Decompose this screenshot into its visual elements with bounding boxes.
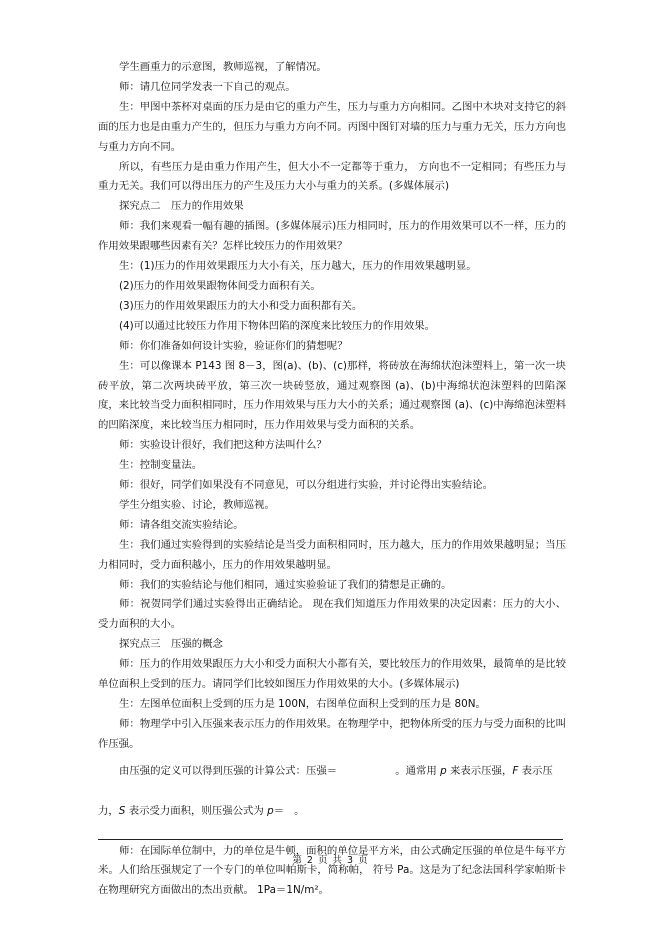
page-number: 第 2 页 共 3 页 [292,855,369,866]
paragraph: (3)压力的作用效果跟压力的大小和受力面积都有关。 [119,299,363,312]
formula-line-2-mid: 表示受力面积，则压强公式为 [125,804,268,817]
symbol-F: F [512,764,519,777]
paragraph-list [98,58,566,755]
paragraph: 生：可以像课本 P143 图 8－3，图(a)、(b)、(c)那样，将砖放在海绵状泡沫塑料上，第一次一块砖平放，第二次两块砖平放，第三次一块砖竖放，通过观察图 (a)、(b)中海绵状泡沫塑料的凹陷深度，来比较当受力面积相同时，压力作用效果与压力大小的关系；通过观察图 (a)、(c)中海绵泡沫塑料的凹陷深度，来比较当压力相同时，压力作用效果与受力面积的关系。 [98,359,566,432]
paragraph: (2)压力的作用效果跟物体间受力面积有关。 [119,279,321,292]
paragraph: 师：你们准备如何设计实验，验证你们的猜想呢？ [119,339,348,352]
paragraph: 师：祝贺同学们通过实验得出正确结论。 现在我们知道压力作用效果的决定因素：压力的大小、受力面积的大小。 [98,598,566,631]
paragraph: 师：请各组交流实验结论。 [119,518,244,531]
paragraph: 所以，有些压力是由重力作用产生，但大小不一定都等于重力， 方向也不一定相同；有些压力与重力无关。我们可以得出压力的产生及压力大小与重力的关系。(多媒体展示) [98,160,566,193]
formula-line-2-end: 。 [294,804,305,817]
paragraph: 师：请几位同学发表一下自己的观点。 [119,80,296,93]
paragraph: 生：甲图中茶杯对桌面的压力是由它的重力产生，压力与重力方向相同。乙图中木块对支持它的斜面的压力也是由重力产生的，但压力与重力方向不同。丙图中图钉对墙的压力与重力无关，压力方向也与重力方向不同。 [98,100,566,153]
formula-line-1 [98,762,566,782]
page-body [98,58,566,901]
paragraph: 生：(1)压力的作用效果跟压力大小有关，压力越大，压力的作用效果越明显。 [119,260,477,273]
footer-divider [98,839,563,840]
symbol-p: p [440,764,447,777]
paragraph: 探究点二 压力的作用效果 [119,200,244,213]
paragraph: (4)可以通过比较压力作用下物体凹陷的深度来比较压力的作用效果。 [119,319,436,332]
paragraph: 生：控制变量法。 [119,459,203,472]
last-paragraph: 师：在国际单位制中，力的单位是牛顿，面积的单位是平方米，由公式确定压强的单位是牛每平方米。人们给压强规定了一个专门的单位叫帕斯卡，简称帕， 符号 Pa。这是为了纪念法国科学家帕斯卡在物理研究方面做出的杰出贡献。 1Pa＝1N/m²。 [98,844,566,897]
paragraph: 师：很好，同学们如果没有不同意见，可以分组进行实验，并讨论得出实验结论。 [119,479,494,492]
paragraph: 学生分组实验、讨论，教师巡视。 [119,498,275,511]
formula-line-1-mid: 来表示压强， [446,764,513,777]
paragraph: 学生画重力的示意图，教师巡视，了解情况。 [119,61,327,73]
paragraph: 师：物理学中引入压强来表示压力的作用效果。在物理学中，把物体所受的压力与受力面积的比叫作压强。 [98,717,566,750]
symbol-S: S [118,804,126,817]
formula-line-2 [98,802,566,822]
formula-line-1-before: 由压强的定义可以得到压强的计算公式：压强＝ [119,764,338,777]
paragraph: 探究点三 压强的概念 [119,638,223,651]
formula-line-2-before: 力， [98,804,119,817]
paragraph: 师：压力的作用效果跟压力大小和受力面积大小都有关，要比较压力的作用效果，最简单的是比较单位面积上受到的压力。请同学们比较如图压力作用效果的大小。(多媒体展示) [98,658,566,691]
formula-equals: ＝ [273,804,285,817]
paragraph: 生：我们通过实验得到的实验结论是当受力面积相同时，压力越大，压力的作用效果越明显；当压力相同时，受力面积越小，压力的作用效果越明显。 [98,538,566,571]
formula-line-1-end: 表示压 [518,764,553,777]
formula-line-1-after: 。通常用 [395,764,441,777]
paragraph: 师：实验设计很好，我们把这种方法叫什么？ [119,439,327,452]
paragraph: 师：我们来观看一幅有趣的插图。(多媒体展示)压力相同时，压力的作用效果可以不一样，压力的作用效果跟哪些因素有关？怎样比较压力的作用效果？ [98,220,566,253]
symbol-p-2: p [267,804,274,817]
paragraph: 生：左图单位面积上受到的压力是 100N，右图单位面积上受到的压力是 80N。 [119,698,486,710]
paragraph: 师：我们的实验结论与他们相同，通过实验验证了我们的猜想是正确的。 [119,578,452,591]
